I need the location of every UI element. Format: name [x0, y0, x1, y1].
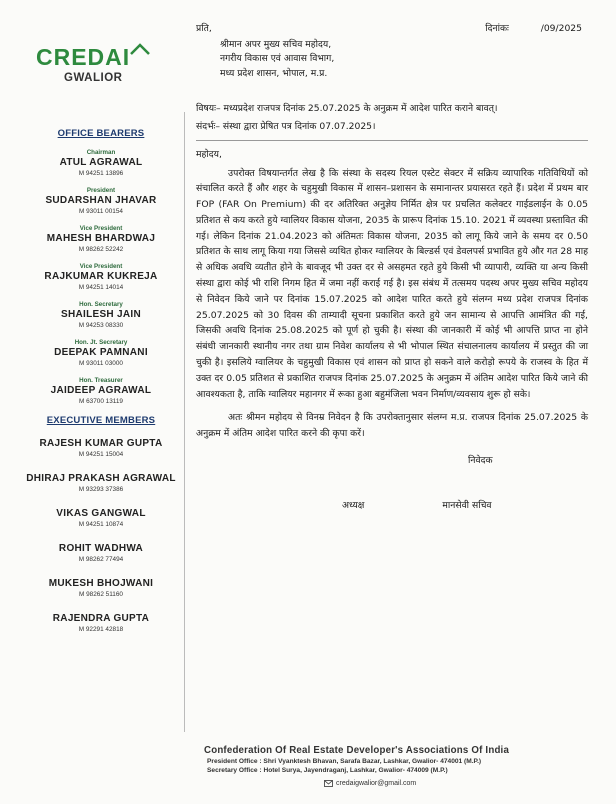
- sidebar-divider: [184, 112, 185, 732]
- office-bearer: [22, 377, 180, 406]
- recipient-prefix: प्रति,: [196, 23, 212, 34]
- date-line: [485, 22, 582, 37]
- executive-member: [22, 578, 180, 599]
- sidebar: [22, 128, 180, 648]
- member-phone: M 94251 13896: [78, 170, 124, 177]
- credai-logo: [36, 46, 156, 84]
- subject-line: विषयः– मध्यप्रदेश राजपत्र दिनांक 25.07.2025 के अनुक्रम में आदेश पारित कराने बावत्।: [196, 103, 498, 114]
- date-label: दिनांकः: [485, 23, 509, 34]
- logo-wordmark: CREDAI: [36, 44, 131, 70]
- member-name: MUKESH BHOJWANI: [48, 578, 154, 589]
- member-role: Vice President: [79, 263, 123, 270]
- office-bearer: [22, 225, 180, 254]
- member-name: RAJENDRA GUPTA: [52, 613, 150, 624]
- office-bearer: [22, 187, 180, 216]
- subject-divider: [196, 140, 588, 141]
- member-phone: M 94251 15004: [78, 451, 124, 458]
- member-phone: M 93293 37386: [78, 486, 124, 493]
- executive-member: [22, 613, 180, 634]
- secretary-office-address: Secretary Office : Hotel Surya, Jayendraganj, Lashkar, Gwalior- 474009 (M.P.): [207, 767, 448, 774]
- member-role: Vice President: [79, 225, 123, 232]
- member-phone: M 63700 13119: [79, 398, 123, 405]
- member-name: DEEPAK PAMNANI: [54, 347, 148, 358]
- member-name: DHIRAJ PRAKASH AGRAWAL: [26, 473, 176, 484]
- address-line: नगरीय विकास एवं आवास विभाग,: [220, 53, 335, 64]
- office-bearer: [22, 301, 180, 330]
- member-name: RAJKUMAR KUKREJA: [44, 271, 158, 282]
- signatory-president: अध्यक्ष: [342, 499, 365, 511]
- member-name: SUDARSHAN JHAVAR: [45, 195, 157, 206]
- executive-member: [22, 473, 180, 494]
- member-phone: M 98262 51160: [79, 591, 123, 598]
- member-name: ATUL AGRAWAL: [59, 157, 143, 168]
- reference-line: संदर्भः– संस्था द्वारा प्रेषित पत्र दिनांक 07.07.2025।: [196, 120, 376, 132]
- member-role: Chairman: [86, 149, 116, 156]
- member-phone: M 94251 10874: [78, 521, 124, 528]
- executive-members-list: [22, 438, 180, 634]
- member-phone: M 98262 77494: [78, 556, 124, 563]
- office-bearer: [22, 339, 180, 368]
- member-phone: M 93011 00154: [79, 208, 123, 215]
- member-name: SHAILESH JAIN: [60, 309, 142, 320]
- date-value: /09/2025: [540, 23, 582, 34]
- body-paragraph-1: उपरोक्त विषयान्तर्गत लेख है कि संस्था के सदस्य रियल एस्टेट सेक्टर में सक्रिय व्यापारिक गतिविधियों को संचालित करते हैं और शहर के चहुमुखी विकास में शासन–प्रशासन के समानान्तर प्रयासरत रहते हैं। प्रदेश में प्रथम बार FOP (FAR On Premium) की दर अतिरिक्त अनुज्ञेय निर्मित क्षेत्र पर प्रचलित कलेक्टर गाईडलाईन के 0.05 प्रतिशत से कय करते हुये ग्वालियर विकास योजना, 2035 के प्रारूप दिनांक 15.10. 2021 में व्यवस्था प्रस्तावित की गई। लेकिन दिनांक 21.04.2023 को अंतिमतः विकास योजना, 2035 को लागू किये जाने के समय दर 0.50 प्रतिशत के साथ लागू किया गया जिससे व्यथित होकर ग्वालियर के बिल्डर्स एवं डेवलपर्स प्रभावित हुये और गत 28 माह से अधिक अवधि व्यतीत होने के बावजूद भी उक्त दर से असहमत रहते हुये किसी भी व्यापारी, व्यक्ति या अन्य किसी संस्था द्वारा कोई भी राशि निगम हित में जमा नहीं कराई गई है। इस संबंध में तत्समय पदस्थ अपर मुख्य सचिव महोदय से निवेदन किये जाने पर दिनांक 15.07.2025 को आदेश पारित करते हुये संलग्न मध्य प्रदेश राजपत्र दिनांक 25.07.2025 को 30 दिवस की ताम्यादी सूचना प्रकाशित करते हुये जन सामान्य से आपत्ति आमंत्रित की गई, जिसकी अवधि दिनांक 25.08.2025 को पूर्ण हो चुकी है। संस्था की जानकारी में कोई भी आपत्ति प्राप्त ना होने संबंधी जानकारी स्थानीय नगर तथा ग्राम निवेश कार्यालय से भी भोपाल स्थित संचालनालय कार्यालय में प्रस्तुत की जा चुकी है। इसलिये ग्वालियर के चहुमुखी विकास एवं शासन को प्राप्त हो सकने वाले करोड़ो रूपये के राजस्व के हित में उक्त दर 0.05 प्रतिशत से प्रकाशित राजपत्र दिनांक 25.07.2025 के अनुक्रम में अंतिम आदेश पारित किये जाने की आवश्यकता है, ताकि ग्वालियर महानगर में रूका हुआ बहुमंजिला भवन निर्माण/व्यवसाय शुरू हो सके।: [196, 167, 588, 400]
- roof-icon: [129, 43, 151, 55]
- signatory-secretary: मानसेवी सचिव: [442, 499, 492, 511]
- salutation: महोदय,: [196, 149, 222, 160]
- email-text[interactable]: credaigwalior@gmail.com: [336, 780, 417, 787]
- office-bearer: [22, 149, 180, 178]
- letter-header: [196, 22, 588, 37]
- executive-members-heading: EXECUTIVE MEMBERS: [46, 415, 156, 426]
- member-name: ROHIT WADHWA: [58, 543, 144, 554]
- member-role: President: [86, 187, 116, 194]
- letter: [196, 22, 588, 513]
- member-phone: M 93011 03000: [79, 360, 123, 367]
- address-line: श्रीमान अपर मुख्य सचिव महोदय,: [220, 38, 332, 50]
- member-name: MAHESH BHARDWAJ: [46, 233, 156, 244]
- member-phone: M 94253 08330: [78, 322, 124, 329]
- closing: निवेदक: [468, 455, 493, 467]
- member-name: JAIDEEP AGRAWAL: [50, 385, 152, 396]
- body-paragraph-2: अतः श्रीमन महोदय से विनम्र निवेदन है कि उपरोक्तानुसार संलग्न म.प्र. राजपत्र दिनांक 25.07.2025 के अनुक्रम में अंतिम आदेश पारित करने की कृपा करें।: [196, 412, 588, 440]
- office-bearers-heading: OFFICE BEARERS: [57, 128, 145, 139]
- mail-icon: [324, 780, 333, 787]
- member-role: Hon. Secretary: [79, 301, 123, 308]
- logo-city: GWALIOR: [64, 72, 123, 84]
- executive-member: [22, 508, 180, 529]
- signatories: [196, 499, 588, 514]
- executive-member: [22, 438, 180, 459]
- office-bearer: [22, 263, 180, 292]
- footer-email[interactable]: [324, 780, 604, 787]
- office-bearers-list: [22, 149, 180, 406]
- address-line: मध्य प्रदेश शासन, भोपाल, म.प्र.: [220, 67, 328, 79]
- footer-org-name: Confederation Of Real Estate Developer's Associations Of India: [204, 745, 510, 756]
- member-name: VIKAS GANGWAL: [56, 508, 146, 519]
- member-phone: M 98262 52242: [78, 246, 124, 253]
- footer: [204, 745, 604, 787]
- member-phone: M 94251 14014: [78, 284, 124, 291]
- member-role: Hon. Treasurer: [79, 377, 123, 384]
- member-name: RAJESH KUMAR GUPTA: [39, 438, 163, 449]
- executive-member: [22, 543, 180, 564]
- president-office-address: President Office : Shri Vyanktesh Bhavan, Sarafa Bazar, Lashkar, Gwalior- 474001 (M.P.): [207, 758, 482, 765]
- member-phone: M 92291 42818: [78, 626, 124, 633]
- recipient-address: [196, 38, 588, 82]
- member-role: Hon. Jt. Secretary: [74, 339, 128, 346]
